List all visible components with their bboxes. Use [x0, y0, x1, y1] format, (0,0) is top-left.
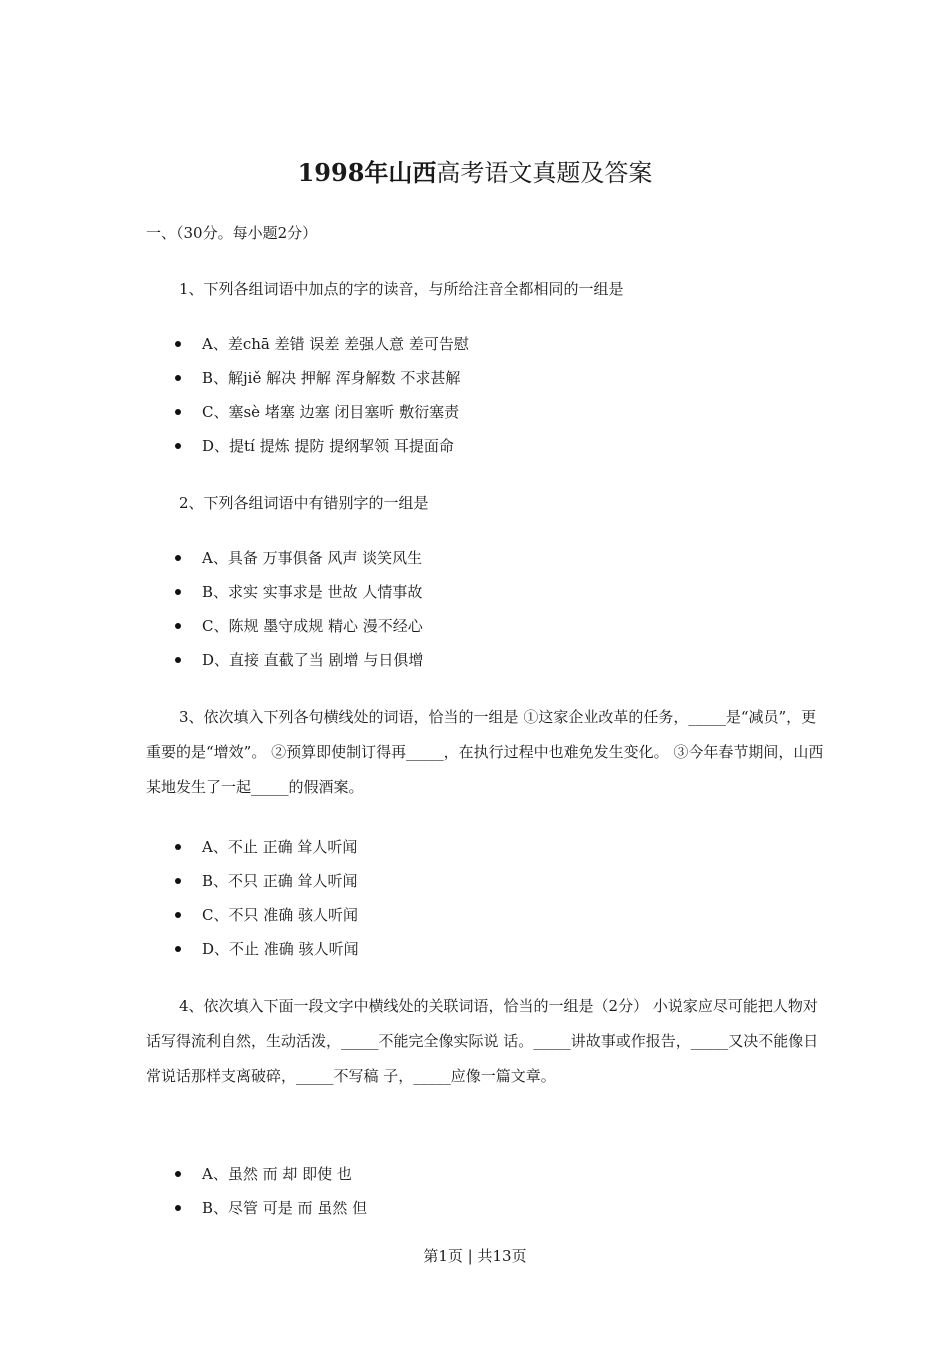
- question-4-options: [172, 1157, 367, 1225]
- option-text: B、尽管 可是 而 虽然 但: [202, 1199, 368, 1217]
- question-1-stem: 1、下列各组词语中加点的字的读音，与所给注音全都相同的一组是: [179, 280, 624, 298]
- question-4-stem: 4、依次填入下面一段文字中横线处的关联词语，恰当的一组是（2分） 小说家应尽可能把人物对话写得流利自然，生动活泼，_____不能完全像实际说 话。_____讲故事或作报告，_____又决不能像日常说话那样支离破碎，_____不写稿 子，_____应像一篇文章。: [146, 997, 819, 1085]
- option-item: [172, 541, 423, 575]
- question-2-options: [172, 541, 423, 677]
- option-text: A、不止 正确 耸人听闻: [202, 838, 358, 856]
- bullet-icon: [175, 878, 181, 884]
- page-footer: 第1页 | 共13页: [423, 1247, 527, 1265]
- option-item: [172, 395, 469, 429]
- option-text: A、具备 万事俱备 风声 谈笑风生: [202, 549, 423, 567]
- option-text: C、陈规 墨守成规 精心 漫不经心: [202, 617, 423, 635]
- question-1-options: [172, 327, 469, 463]
- option-text: D、提tí 提炼 提防 提纲挈领 耳提面命: [202, 437, 454, 455]
- question-3-options: [172, 830, 359, 966]
- option-item: [172, 643, 423, 677]
- document-title: [0, 156, 950, 190]
- bullet-icon: [175, 912, 181, 918]
- title-rest-part: 高考语文真题及答案: [436, 159, 653, 187]
- option-text: B、解jiě 解决 押解 浑身解数 不求甚解: [202, 369, 461, 387]
- option-item: [172, 898, 359, 932]
- question-3-stem: 3、依次填入下列各句横线处的词语，恰当的一组是 ①这家企业改革的任务，_____是“减员”，更重要的是“增效”。 ②预算即使制订得再_____，在执行过程中也难免发生变化。 ③今年春节期间，山西某地发生了一起_____的假酒案。: [146, 708, 824, 796]
- option-item: [172, 429, 469, 463]
- option-item: [172, 864, 359, 898]
- bullet-icon: [175, 443, 181, 449]
- option-item: [172, 1191, 367, 1225]
- bullet-icon: [175, 1205, 181, 1211]
- option-item: [172, 361, 469, 395]
- section-heading: 一、（30分。每小题2分）: [146, 224, 318, 242]
- bullet-icon: [175, 555, 181, 561]
- option-text: D、不止 准确 骇人听闻: [202, 940, 359, 958]
- bullet-icon: [175, 844, 181, 850]
- option-text: D、直接 直截了当 剧增 与日俱增: [202, 651, 424, 669]
- option-text: C、不只 准确 骇人听闻: [202, 906, 359, 924]
- bullet-icon: [175, 946, 181, 952]
- bullet-icon: [175, 589, 181, 595]
- bullet-icon: [175, 341, 181, 347]
- option-text: A、虽然 而 却 即使 也: [202, 1165, 352, 1183]
- option-text: B、不只 正确 耸人听闻: [202, 872, 358, 890]
- option-item: [172, 1157, 367, 1191]
- option-text: B、求实 实事求是 世故 人情事故: [202, 583, 423, 601]
- bullet-icon: [175, 1171, 181, 1177]
- bullet-icon: [175, 375, 181, 381]
- option-item: [172, 575, 423, 609]
- title-bold-part: 1998年山西: [297, 158, 437, 187]
- option-text: C、塞sè 堵塞 边塞 闭目塞听 敷衍塞责: [202, 403, 460, 421]
- option-item: [172, 830, 359, 864]
- option-text: A、差chā 差错 误差 差强人意 差可告慰: [202, 335, 469, 353]
- question-2-stem: 2、下列各组词语中有错别字的一组是: [179, 494, 429, 512]
- bullet-icon: [175, 657, 181, 663]
- option-item: [172, 609, 423, 643]
- bullet-icon: [175, 409, 181, 415]
- option-item: [172, 327, 469, 361]
- option-item: [172, 932, 359, 966]
- bullet-icon: [175, 623, 181, 629]
